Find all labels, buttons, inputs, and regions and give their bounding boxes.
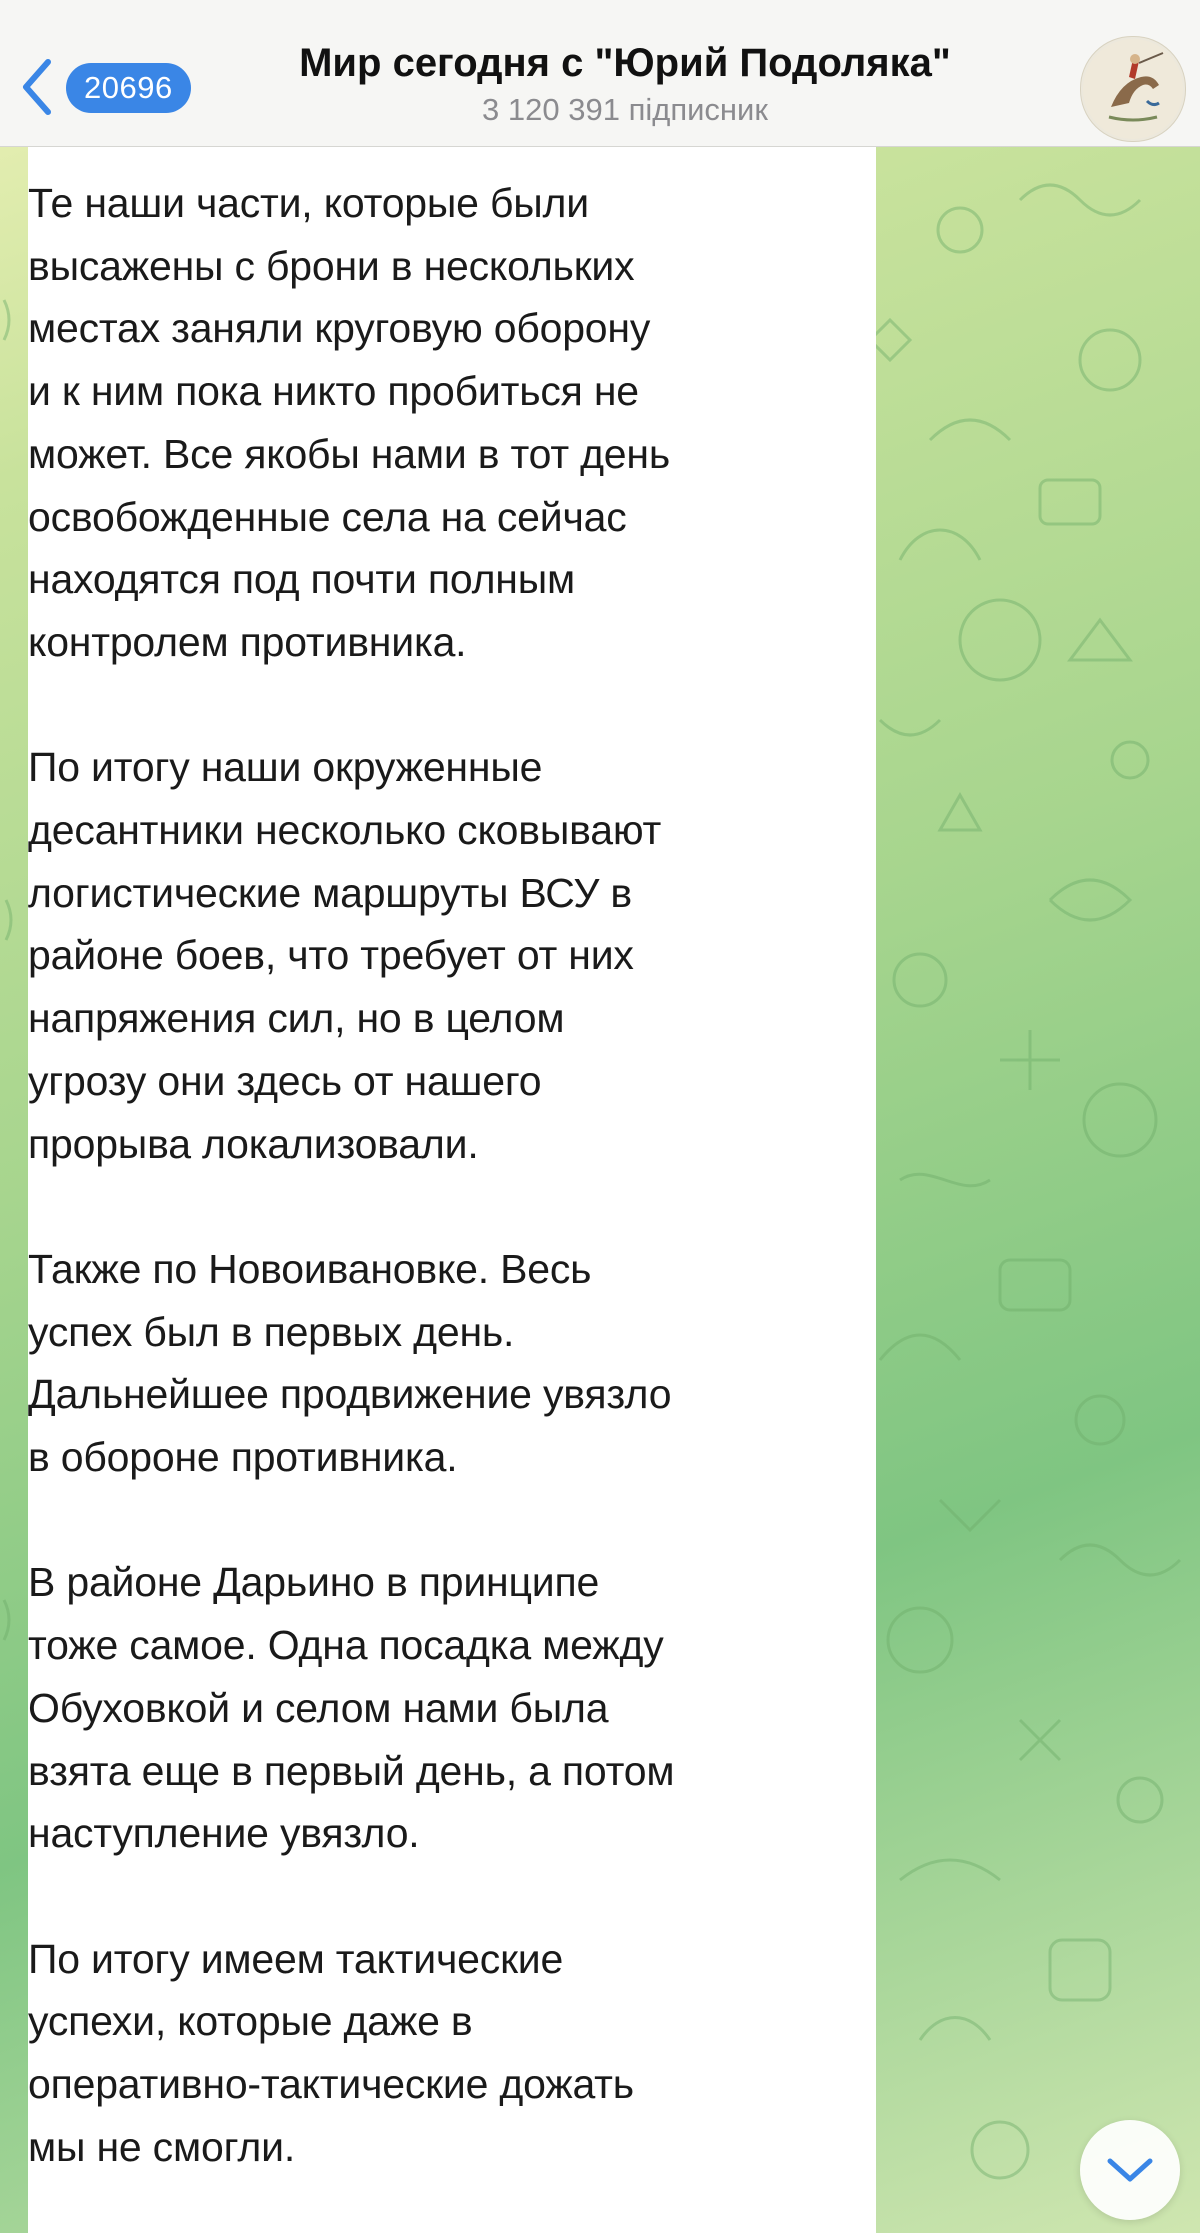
- message-line: наступление увязло.: [28, 1810, 420, 1857]
- message-line: в обороне противника.: [28, 1434, 458, 1481]
- message-line: и к ним пока никто пробиться не: [28, 368, 639, 415]
- message-line: Те наши части, которые были: [28, 180, 589, 226]
- horseman-emblem-icon: [1081, 37, 1185, 141]
- chat-header: [0, 0, 1200, 147]
- message-line: тоже самое. Одна посадка между: [28, 1622, 664, 1669]
- message-paragraph: [28, 1238, 848, 1489]
- message-line: мы не смогли.: [28, 2123, 296, 2170]
- message-line: Также по Новоивановке. Весь: [28, 1245, 592, 1292]
- unread-count-badge[interactable]: 20696: [66, 63, 191, 113]
- message-line: Дальнейшее продвижение увязло: [28, 1371, 672, 1418]
- message-line: может. Все якобы нами в тот день: [28, 430, 671, 477]
- message-line: успехи, которые даже в: [28, 1998, 473, 2045]
- message-line: освобожденные села на сейчас: [28, 493, 627, 540]
- message-line: логистические маршруты ВСУ в: [28, 869, 632, 916]
- message-line: районе боев, что требует от них: [28, 932, 634, 979]
- chevron-left-icon: [20, 58, 54, 116]
- channel-avatar[interactable]: [1080, 36, 1186, 142]
- back-button[interactable]: [12, 52, 62, 122]
- message-line: прорыва локализовали.: [28, 1120, 479, 1167]
- message-paragraph: [28, 172, 848, 674]
- message-text: [28, 172, 848, 2233]
- message-line: По итогу наши окруженные: [28, 744, 543, 791]
- message-paragraph: [28, 1551, 848, 1865]
- scroll-to-bottom-button[interactable]: [1080, 2120, 1180, 2220]
- message-line: По итогу имеем тактические: [28, 1935, 564, 1982]
- message-line: успех был в первых день.: [28, 1308, 515, 1355]
- message-line: находятся под почти полным: [28, 556, 575, 603]
- message-line: угрозу они здесь от нашего: [28, 1057, 542, 1104]
- message-paragraph: [28, 736, 848, 1175]
- chevron-down-icon: [1105, 2155, 1155, 2185]
- message-line: В районе Дарьино в принципе: [28, 1559, 600, 1606]
- channel-info[interactable]: [220, 36, 1030, 130]
- message-line: оперативно-тактические дожать: [28, 2061, 634, 2108]
- message-line: Обуховкой и селом нами была: [28, 1684, 609, 1731]
- message-line: десантники несколько сковывают: [28, 807, 662, 854]
- message-line: взята еще в первый день, а потом: [28, 1747, 675, 1794]
- message-line: высажены с брони в нескольких: [28, 242, 635, 289]
- message-paragraph: [28, 1928, 848, 2179]
- message-line: местах заняли круговую оборону: [28, 305, 651, 352]
- channel-title: Мир сегодня с "Юрий Подоляка": [299, 41, 951, 85]
- subscriber-count: 3 120 391 підписник: [482, 92, 768, 127]
- message-line: напряжения сил, но в целом: [28, 995, 565, 1042]
- message-line: контролем противника.: [28, 618, 467, 665]
